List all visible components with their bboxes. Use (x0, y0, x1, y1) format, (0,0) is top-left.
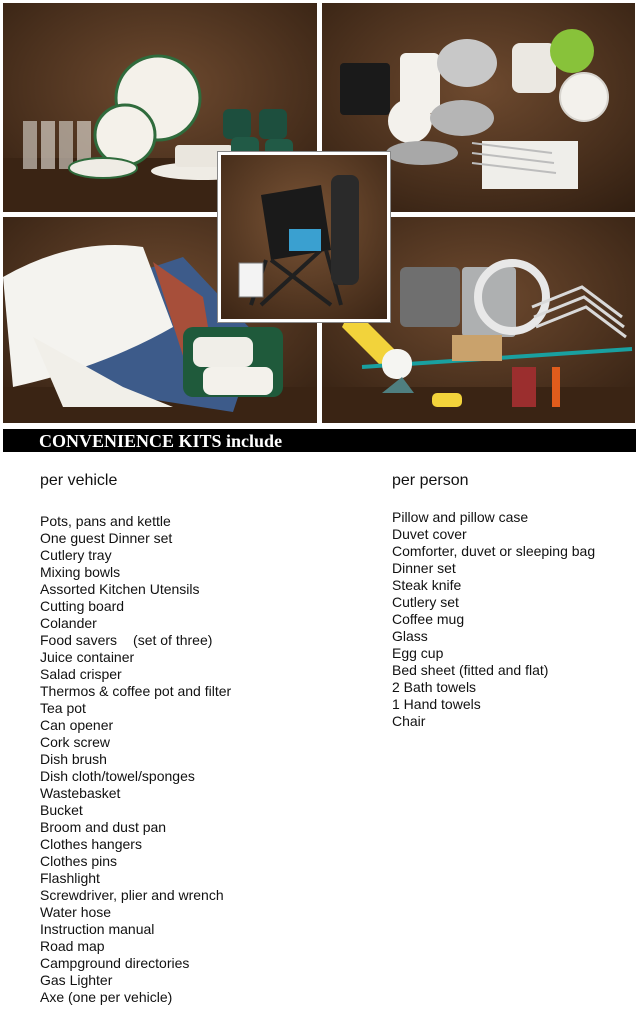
list-item: Pillow and pillow case (392, 509, 529, 525)
list-item: Campground directories (40, 955, 190, 971)
banner-title: CONVENIENCE KITS include (39, 431, 283, 451)
list-item: Bed sheet (fitted and flat) (392, 662, 549, 678)
list-item: 2 Bath towels (392, 679, 477, 695)
list-item: Clothes hangers (40, 836, 142, 852)
list-item: Duvet cover (392, 526, 467, 542)
list-item: Cutting board (40, 598, 125, 614)
list-item: Axe (one per vehicle) (40, 989, 173, 1005)
list-item: Road map (40, 938, 105, 954)
list-item: Wastebasket (40, 785, 121, 801)
list-item: Dish cloth/towel/sponges (40, 768, 195, 784)
list-item: Can opener (40, 717, 114, 733)
list-item-label: Food savers (40, 632, 118, 648)
list-item: 1 Hand towels (392, 696, 481, 712)
food-savers-note: (set of three) (133, 632, 213, 648)
list-item: Instruction manual (40, 921, 155, 937)
list-item: Egg cup (392, 645, 444, 661)
list-item: Glass (392, 628, 428, 644)
list-item: Gas Lighter (40, 972, 113, 988)
list-item: Dish brush (40, 751, 107, 767)
per-person-list (392, 509, 595, 730)
per-vehicle-list (40, 513, 231, 1006)
list-item: Juice container (40, 649, 135, 665)
list-item: Assorted Kitchen Utensils (40, 581, 200, 597)
list-item: Broom and dust pan (40, 819, 167, 835)
list-item: Cork screw (40, 734, 111, 750)
list-item: Water hose (40, 904, 112, 920)
list-item: Dinner set (392, 560, 456, 576)
list-item: Screwdriver, plier and wrench (40, 887, 224, 903)
list-item: Clothes pins (40, 853, 118, 869)
list-item: Cutlery tray (40, 547, 112, 563)
list-item: Mixing bowls (40, 564, 121, 580)
chair-photo (218, 152, 390, 322)
list-item: Flashlight (40, 870, 100, 886)
list-item-food-savers (40, 632, 231, 649)
list-item: Cutlery set (392, 594, 459, 610)
kits-banner (3, 429, 636, 452)
list-item: Pots, pans and kettle (40, 513, 171, 529)
list-item: Comforter, duvet or sleeping bag (392, 543, 596, 559)
list-item: Salad crisper (40, 666, 122, 682)
per-vehicle-heading: per vehicle (40, 472, 118, 489)
list-item: Tea pot (40, 700, 86, 716)
list-item: Thermos & coffee pot and filter (40, 683, 232, 699)
list-item: Colander (40, 615, 97, 631)
list-item: Bucket (40, 802, 83, 818)
list-item: Steak knife (392, 577, 462, 593)
per-person-heading: per person (392, 472, 469, 489)
list-item: Coffee mug (392, 611, 465, 627)
list-item: One guest Dinner set (40, 530, 173, 546)
list-item: Chair (392, 713, 426, 729)
